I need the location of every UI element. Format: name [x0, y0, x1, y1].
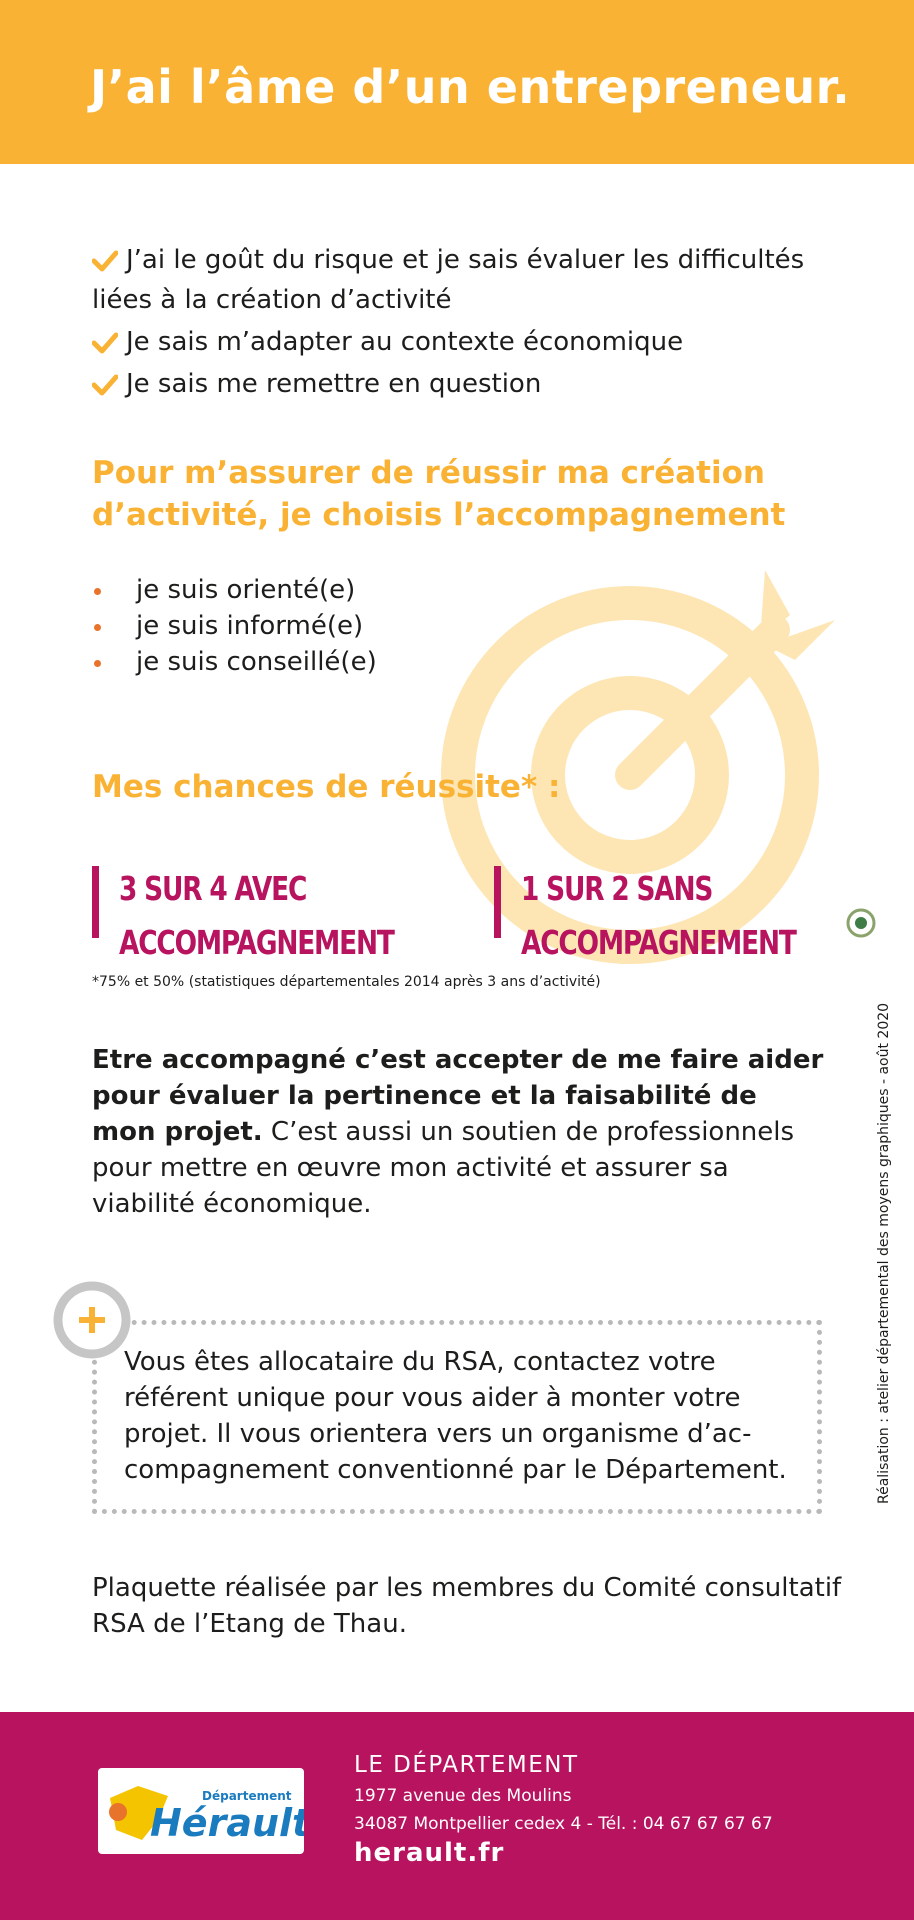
stat-line: 3 SUR 4 AVEC: [119, 869, 307, 908]
stat-line: 1 SUR 2 SANS: [521, 869, 713, 908]
accompaniment-paragraph: [92, 1042, 828, 1222]
paragraph-bold: Etre accompagné c’est accepter de me faire aider pour évaluer la pertinence et la faisabilité de mon projet.: [92, 1045, 824, 1147]
footnote: *75% et 50% (statistiques départementales 2014 après 3 ans d’activité): [92, 974, 601, 990]
footer-organization: LE DÉPARTEMENT: [354, 1752, 579, 1778]
list-item: [92, 364, 832, 404]
bullet-text: je suis orienté(e): [136, 575, 356, 605]
herault-logo: [98, 1768, 304, 1854]
checkmark-icon: [92, 250, 118, 272]
header-banner: [0, 0, 914, 164]
list-item: [92, 240, 832, 320]
list-item: [92, 608, 377, 644]
list-item: [92, 644, 377, 680]
stat-with-support: [92, 866, 462, 962]
stat-line: ACCOMPAGNEMENT: [521, 923, 796, 962]
paragraph-normal: C’est aussi un soutien de professionnels pour mettre en œuvre mon activité et assurer sa viabilité économique.: [92, 1117, 795, 1219]
stat-line: ACCOMPAGNEMENT: [119, 923, 394, 962]
logo-big-text: Hérault: [150, 1801, 304, 1845]
bullet-text: je suis conseillé(e): [136, 647, 377, 677]
bullet-text: je suis informé(e): [136, 611, 364, 641]
bullet-icon: [94, 624, 101, 631]
mini-logo-icon: [846, 908, 876, 938]
stat-text: [119, 862, 394, 970]
vertical-credit: Réalisation : atelier départemental des moyens graphiques - août 2020: [876, 1002, 892, 1504]
info-box-text: Vous êtes allocataire du RSA, contactez votre référent unique pour vous aider à monter votre projet. Il vous orientera vers un organisme d’ac-compagnement conventionné par le Département.: [124, 1347, 787, 1485]
stat-without-support: [494, 866, 864, 962]
support-list: [92, 572, 377, 680]
logo-small-text: Département: [202, 1789, 292, 1803]
credit-text: Plaquette réalisée par les membres du Comité consultatif RSA de l’Etang de Thau.: [92, 1573, 842, 1639]
check-text-continued: liées à la création d’activité: [92, 285, 452, 315]
checkmark-icon: [92, 374, 118, 396]
stat-text: [521, 862, 796, 970]
heading-line: d’activité, je choisis l’accompagnement: [92, 497, 786, 533]
heading-line: Pour m’assurer de réussir ma création: [92, 455, 765, 491]
bullet-icon: [94, 660, 101, 667]
footer-website-link[interactable]: herault.fr: [354, 1838, 505, 1868]
page-title: J’ai l’âme d’un entrepreneur.: [90, 60, 851, 114]
checkmark-icon: [92, 332, 118, 354]
bullet-icon: [94, 588, 101, 595]
herault-logo-icon: [98, 1768, 304, 1854]
list-item: [92, 322, 832, 362]
section-heading-chances: Mes chances de réussite* :: [92, 769, 561, 805]
list-item: [92, 572, 377, 608]
section-heading-accompaniment: [92, 452, 852, 536]
footer-address-line2: 34087 Montpellier cedex 4 - Tél. : 04 67 67 67 67: [354, 1814, 773, 1834]
qualities-list: [92, 240, 832, 406]
plus-icon: [52, 1280, 132, 1360]
check-text: J’ai le goût du risque et je sais évaluer les difficultés: [126, 245, 805, 275]
footer-address-line1: 1977 avenue des Moulins: [354, 1786, 572, 1806]
check-text: Je sais me remettre en question: [126, 369, 542, 399]
check-text: Je sais m’adapter au contexte économique: [126, 327, 684, 357]
